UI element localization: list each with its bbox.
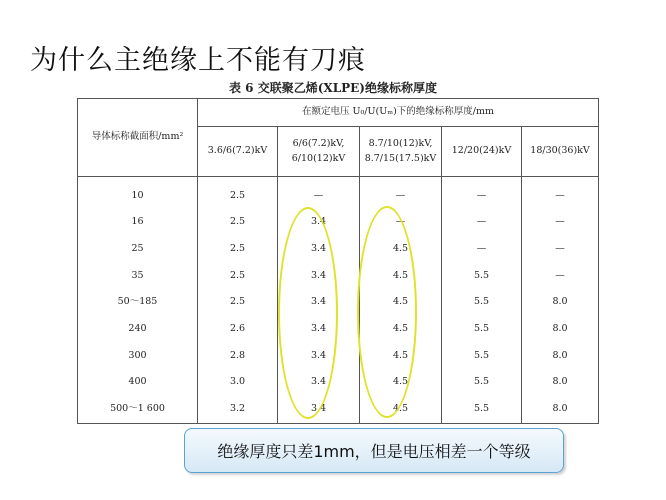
table-cell: — (442, 183, 522, 210)
table-cell: 3.0 (198, 369, 278, 396)
table-cell: 3.2 (198, 396, 278, 424)
table-cell: 500～1 600 (78, 396, 198, 424)
table-cell: 240 (78, 316, 198, 343)
table-cell: — (522, 236, 599, 263)
table-cell: 4.5 (360, 396, 442, 424)
header-voltage-line: 8.7/15(17.5)kV (364, 152, 437, 164)
header-voltage-line: 3.6/6(7.2)kV (207, 145, 268, 157)
table-cell: 5.5 (442, 289, 522, 316)
table-cell: 8.0 (522, 369, 599, 396)
table-cell: 8.0 (522, 396, 599, 424)
table-row (78, 316, 599, 343)
header-voltage-line: 6/10(12)kV (291, 152, 346, 164)
table-row (78, 209, 599, 236)
slide-title: 为什么主绝缘上不能有刀痕 (30, 45, 366, 76)
table-cell: 3.4 (278, 263, 360, 290)
header-voltage-col (522, 127, 599, 177)
header-voltage-col (360, 127, 442, 177)
table-cell: 3.4 (278, 369, 360, 396)
table-cell: 5.5 (442, 263, 522, 290)
table-cell: 16 (78, 209, 198, 236)
table-cell: 35 (78, 263, 198, 290)
table-cell: — (360, 209, 442, 236)
insulation-thickness-table (77, 98, 599, 424)
table-caption: 表 6 交联聚乙烯(XLPE)绝缘标称厚度 (229, 81, 437, 95)
table-cell: 4.5 (360, 369, 442, 396)
table-cell: 4.5 (360, 316, 442, 343)
table-cell: 3.4 (278, 343, 360, 370)
table-cell: — (360, 183, 442, 210)
table-cell: 5.5 (442, 396, 522, 424)
table-row (78, 183, 599, 210)
table-cell: 2.8 (198, 343, 278, 370)
header-voltage-line: 18/30(36)kV (530, 145, 590, 157)
header-voltage-col (278, 127, 360, 177)
table-row (78, 289, 599, 316)
note-text: 绝缘厚度只差1mm，但是电压相差一个等级 (217, 442, 531, 461)
table-cell: 5.5 (442, 369, 522, 396)
table-cell: 5.5 (442, 343, 522, 370)
table-cell: — (522, 263, 599, 290)
table-cell: 5.5 (442, 316, 522, 343)
header-voltage-line: 12/20(24)kV (451, 145, 512, 157)
table-cell: 2.6 (198, 316, 278, 343)
table-cell: 2.5 (198, 236, 278, 263)
note-callout (184, 428, 564, 473)
table-cell: 4.5 (360, 343, 442, 370)
table-cell: 3.4 (278, 396, 360, 424)
table-row (78, 236, 599, 263)
table-cell: — (442, 209, 522, 236)
table-cell: — (278, 183, 360, 210)
table-cell: 300 (78, 343, 198, 370)
table-row (78, 343, 599, 370)
table-cell: 4.5 (360, 263, 442, 290)
table-cell: 2.5 (198, 209, 278, 236)
table-row (78, 263, 599, 290)
table-cell: — (442, 236, 522, 263)
header-voltage-span: 在额定电压 U₀/U(Uₘ)下的绝缘标称厚度/mm (198, 99, 599, 127)
header-voltage-col (442, 127, 522, 177)
header-conductor-area: 导体标称截面积/mm² (78, 99, 198, 177)
table-cell: — (522, 209, 599, 236)
table-row (78, 396, 599, 424)
table-row (78, 369, 599, 396)
table-cell: 2.5 (198, 263, 278, 290)
table-cell: 4.5 (360, 289, 442, 316)
header-voltage-line: 6/6(7.2)kV, (292, 138, 345, 150)
table-cell: 3.4 (278, 289, 360, 316)
table-cell: — (522, 183, 599, 210)
table-cell: 3.4 (278, 316, 360, 343)
table-cell: 2.5 (198, 183, 278, 210)
header-voltage-col (198, 127, 278, 177)
table-cell: 25 (78, 236, 198, 263)
table-cell: 400 (78, 369, 198, 396)
table-cell: 50～185 (78, 289, 198, 316)
table-cell: 3.4 (278, 236, 360, 263)
table-cell: 8.0 (522, 289, 599, 316)
table-cell: 2.5 (198, 289, 278, 316)
table-cell: 3.4 (278, 209, 360, 236)
table-cell: 10 (78, 183, 198, 210)
table-cell: 4.5 (360, 236, 442, 263)
table-cell: 8.0 (522, 316, 599, 343)
table-cell: 8.0 (522, 343, 599, 370)
header-voltage-line: 8.7/10(12)kV, (368, 138, 433, 150)
